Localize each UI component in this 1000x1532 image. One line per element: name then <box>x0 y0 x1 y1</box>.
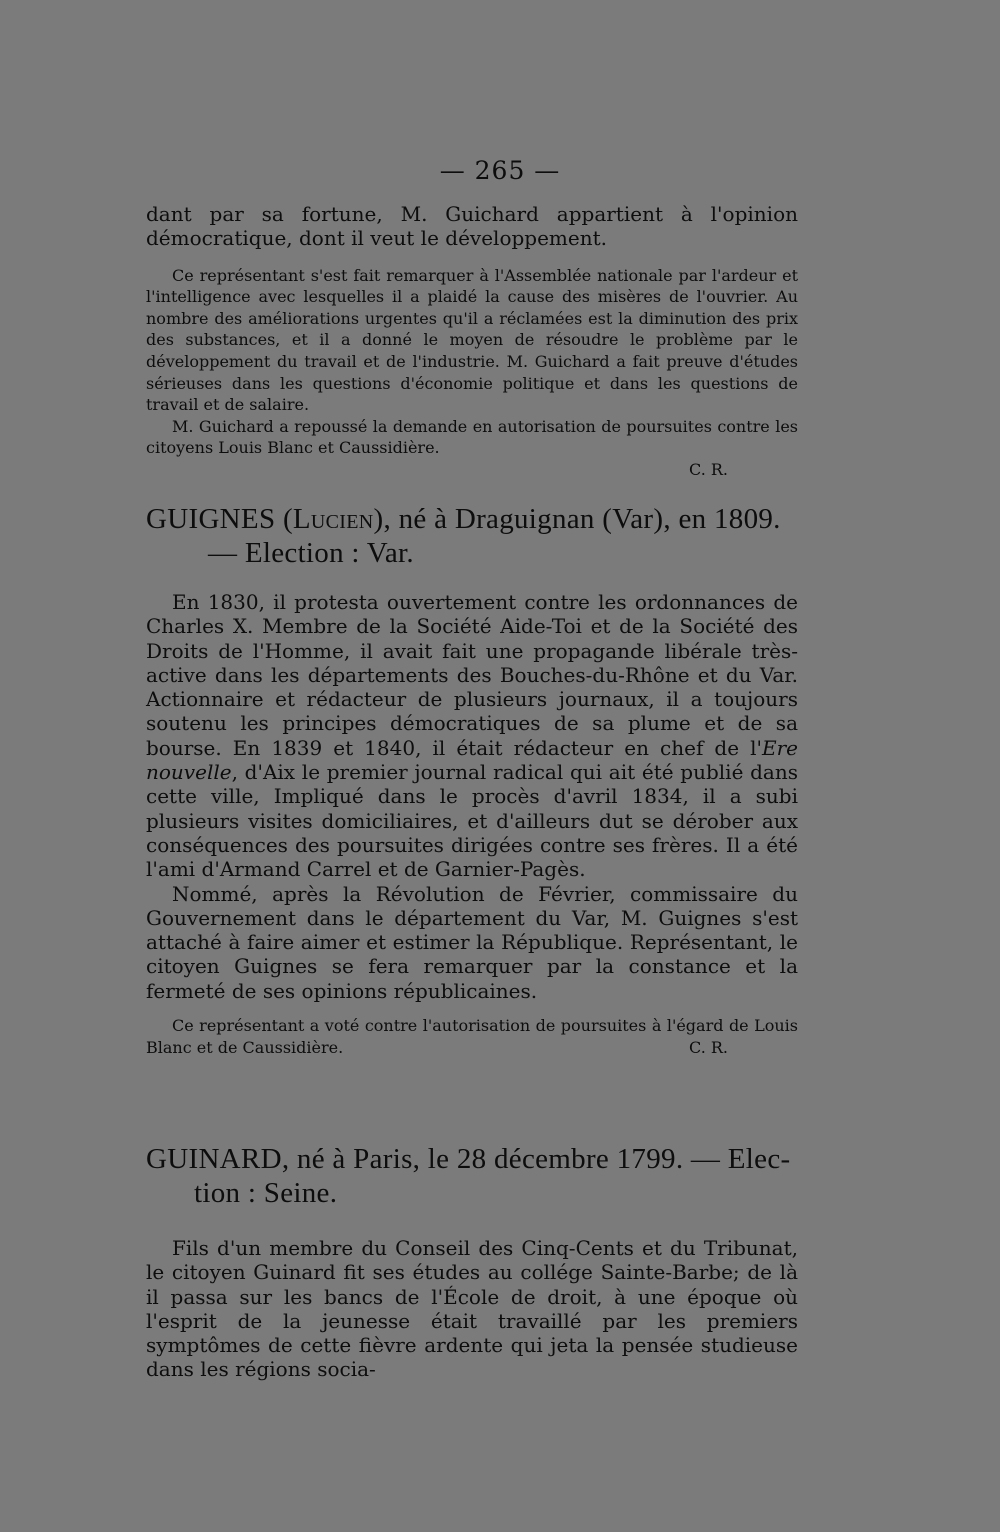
guinard-heading-line-1: GUINARD, né à Paris, le 28 décembre 1799. — Elec- <box>146 1143 791 1175</box>
guignes-name: GUIGNES <box>146 503 276 535</box>
guichard-note <box>146 265 798 481</box>
guignes-election: — Election : Var. <box>208 537 414 569</box>
page-number: — 265 — <box>439 156 561 185</box>
guinard-heading <box>146 1142 798 1210</box>
guichard-paragraph: dant par sa fortune, M. Guichard appartient à l'opinion démocratique, dont il veut le développement. <box>146 202 798 251</box>
entry-guinard <box>146 1142 798 1382</box>
guignes-note-text: Ce représentant a voté contre l'autorisation de poursuites à l'égard de Louis Blanc et de Caussidière. <box>146 1016 798 1057</box>
guignes-paragraph-1-b: , d'Aix le premier journal radical qui ait été publié dans cette ville, Impliqué dans le procès d'avril 1834, il a subi plusieurs visites domiciliaires, et d'ailleurs dut se dérober aux conséquences des poursuites dirigées contre ses frères. Il a été l'ami d'Armand Carrel et de Garnier-Pagès. <box>146 760 798 882</box>
guignes-body <box>146 590 798 1003</box>
guignes-note <box>146 1015 798 1058</box>
guinard-heading-line-2: tion : Seine. <box>194 1177 338 1209</box>
guinard-paragraph-1: Fils d'un membre du Conseil des Cinq-Cents et du Tribunat, le citoyen Guinard fit ses études au collége Sainte-Barbe; de là il passa sur les bancs de l'École de droit, à une époque où l'esprit de la jeunesse était travaillé par les premiers symptômes de cette fièvre ardente qui jeta la pensée studieuse dans les régions socia- <box>146 1236 798 1382</box>
guignes-signature: C. R. <box>689 1037 728 1057</box>
guignes-paragraph-2: Nommé, après la Révolution de Février, commissaire du Gouvernement dans le département du Var, M. Guignes s'est attaché à faire aimer et estimer la République. Représentant, le citoyen Guignes se fera remarquer par la constance et la fermeté de ses opinions républicaines. <box>146 881 798 1003</box>
guichard-continuation <box>146 202 798 481</box>
guichard-note-2-text: M. Guichard a repoussé la demande en autorisation de poursuites contre les citoyens Louis Blanc et Caussidière. <box>146 416 798 458</box>
guignes-heading-rest: , né à Draguignan (Var), en 1809. <box>383 503 781 535</box>
guignes-paragraph-1-italic: Ere nouvelle <box>146 735 798 785</box>
guichard-note-1: Ce représentant s'est fait remarquer à l'Assemblée nationale par l'ardeur et l'intelligence avec lesquelles il a plaidé la cause des misères de l'ouvrier. Au nombre des améliorations urgentes qu'il a réclamées est la diminution des prix des substances, et il a donné le moyen de résoudre le problème par le développement du travail et de l'industrie. M. Guichard a fait preuve d'études sérieuses dans les questions d'économie politique et dans les questions de travail et de salaire. <box>146 265 798 415</box>
guichard-signature: C. R. <box>689 459 728 479</box>
entry-guignes <box>146 502 798 1058</box>
guignes-paragraph-1-a: En 1830, il protesta ouvertement contre les ordonnances de Charles X. Membre de la Société Aide-Toi et de la Société des Droits de l'Homme, il avait fait une propagande libérale très-active dans les départements des Bouches-du-Rhône et du Var. Actionnaire et rédacteur de plusieurs journaux, il a toujours soutenu les principes démocratiques de sa plume et de sa bourse. En 1839 et 1840, il était rédacteur en chef de l' <box>146 590 798 760</box>
guignes-firstname: (Lucien) <box>282 503 384 535</box>
guignes-heading <box>146 502 798 570</box>
guinard-body <box>146 1236 798 1382</box>
guichard-signature-line <box>146 459 798 481</box>
guignes-paragraph-1 <box>146 590 798 882</box>
guichard-note-2 <box>146 416 798 459</box>
